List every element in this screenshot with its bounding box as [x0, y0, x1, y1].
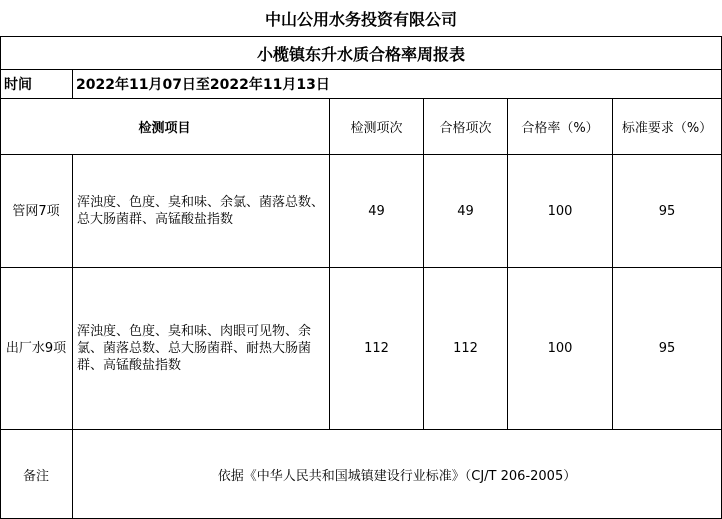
- row-rate: 100: [547, 341, 573, 356]
- header-item: 检测项目: [138, 121, 191, 136]
- header-standard: 标准要求（%）: [621, 121, 713, 136]
- header-rate: 合格率（%）: [521, 121, 599, 136]
- row-category: 管网7项: [12, 203, 60, 219]
- company-name: 中山公用水务投资有限公司: [264, 9, 457, 29]
- remark-label: 备注: [22, 468, 49, 484]
- row-passed: 112: [453, 341, 478, 356]
- row-rate: 100: [547, 203, 573, 219]
- row-standard: 95: [658, 203, 676, 219]
- row-passed: 49: [457, 203, 474, 219]
- row-items: 浑浊度、色度、臭和味、肉眼可见物、余氯、菌落总数、总大肠菌群、耐热大肠菌群、高锰酸盐指数: [77, 324, 312, 373]
- row-tested: 49: [368, 203, 385, 219]
- period-label: 时间: [4, 77, 32, 93]
- row-tested: 112: [364, 341, 389, 356]
- header-tested: 检测项次: [350, 121, 403, 136]
- row-category: 出厂水9项: [5, 341, 67, 356]
- row-standard: 95: [658, 341, 676, 356]
- remark-value: 依据《中华人民共和国城镇建设行业标准》（CJ/T 206-2005）: [217, 468, 577, 484]
- header-passed: 合格项次: [439, 121, 492, 136]
- period-value: 2022年11月07日至2022年11月13日: [76, 77, 330, 93]
- report-title: 小榄镇东升水质合格率周报表: [256, 44, 465, 64]
- row-items: 浑浊度、色度、臭和味、余氯、菌落总数、总大肠菌群、高锰酸盐指数: [77, 195, 325, 227]
